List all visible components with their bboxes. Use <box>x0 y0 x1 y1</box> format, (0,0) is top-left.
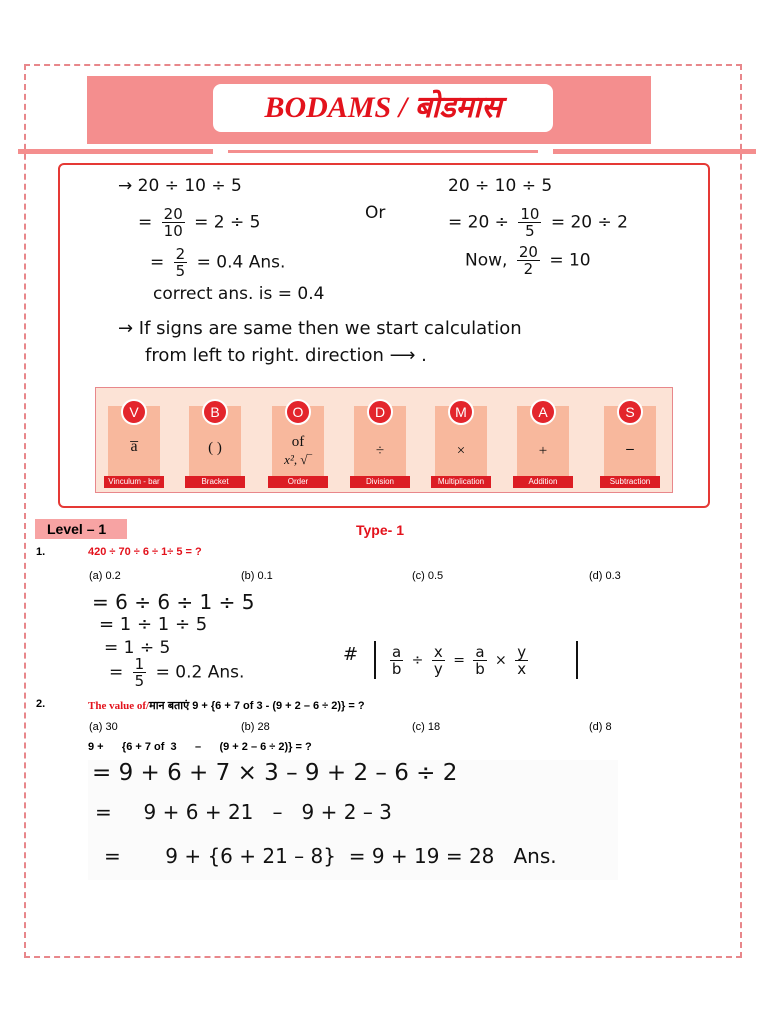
fraction-numerator: 20 <box>163 205 183 223</box>
bodmas-label-s: Subtraction <box>600 476 660 488</box>
fraction-20-10 <box>162 206 185 239</box>
alt-line-3-post: = 10 <box>549 250 591 271</box>
rule-line-1: → If signs are same then we start calculation <box>118 318 522 339</box>
note-fraction-a-b <box>390 644 403 677</box>
fraction-1-5 <box>133 656 147 689</box>
q2-work-line-3: = 9 + {6 + 21 – 8} = 9 + 19 = 28 Ans. <box>104 844 557 868</box>
or-label: Or <box>365 203 386 223</box>
question-1-number: 1. <box>36 546 46 558</box>
q1-work-line-4-post: = 0.2 Ans. <box>155 662 245 683</box>
q2-expression: 9 + {6 + 7 of 3 – (9 + 2 – 6 ÷ 2)} = ? <box>88 741 312 753</box>
example-line-2 <box>138 206 261 239</box>
q2-option-b: (b) 28 <box>241 721 270 733</box>
q1-option-a: (a) 0.2 <box>89 570 121 582</box>
bodmas-symbol-v: a̅ <box>130 438 138 455</box>
fraction-numerator: a <box>392 643 402 661</box>
level-tag: Level – 1 <box>35 519 127 539</box>
q1-work-line-2: = 1 ÷ 1 ÷ 5 <box>99 614 208 635</box>
bodmas-letter-m: M <box>448 399 474 425</box>
alt-line-2-post: = 20 ÷ 2 <box>550 212 628 233</box>
note-hash: # <box>343 644 359 665</box>
q1-option-b: (b) 0.1 <box>241 570 273 582</box>
fraction-denominator: 5 <box>525 222 535 240</box>
question-2-number: 2. <box>36 698 46 710</box>
q2-work-line-1: = 9 + 6 + 7 × 3 – 9 + 2 – 6 ÷ 2 <box>92 760 458 786</box>
question-2-text <box>88 698 365 713</box>
alt-line-1: 20 ÷ 10 ÷ 5 <box>448 176 553 196</box>
fraction-denominator: 5 <box>134 672 145 690</box>
note-fraction-a-b-2 <box>473 644 486 677</box>
fraction-numerator: x <box>433 643 443 661</box>
fraction-numerator: a <box>475 643 485 661</box>
q2-work-line-2: = 9 + 6 + 21 – 9 + 2 – 3 <box>95 800 392 824</box>
bodmas-letter-d: D <box>367 399 393 425</box>
bodmas-symbol-a: + <box>538 443 548 459</box>
question-1-text: 420 ÷ 70 ÷ 6 ÷ 1÷ 5 = ? <box>88 546 202 558</box>
bodmas-label-a: Addition <box>513 476 573 488</box>
fraction-2-5 <box>174 246 188 279</box>
fraction-numerator: 2 <box>175 245 186 263</box>
bodmas-letter-a: A <box>530 399 556 425</box>
type-label: Type- 1 <box>356 522 404 538</box>
fraction-numerator: 1 <box>134 655 145 673</box>
bodmas-symbol-o-power-root: x², √‾ <box>284 452 312 467</box>
example-line-1: → 20 ÷ 10 ÷ 5 <box>118 176 242 196</box>
fraction-20-2 <box>517 244 540 277</box>
rule-line-2: from left to right. direction ⟶ . <box>145 345 427 366</box>
example-line-3-post: = 0.4 Ans. <box>196 252 286 273</box>
alt-line-2 <box>448 206 628 239</box>
alt-line-3 <box>465 244 591 277</box>
q1-option-d: (d) 0.3 <box>589 570 621 582</box>
bodmas-symbol-d: ÷ <box>375 443 385 459</box>
example-line-3-pre: = <box>150 252 165 273</box>
fraction-denominator: 10 <box>163 222 183 240</box>
q2-option-c: (c) 18 <box>412 721 441 733</box>
note-expression <box>386 644 532 677</box>
bodmas-label-d: Division <box>350 476 410 488</box>
example-line-2-pre: = <box>138 212 153 233</box>
alt-line-2-pre: = 20 ÷ <box>448 212 509 233</box>
fraction-denominator: b <box>475 660 485 678</box>
note-times: × <box>495 652 507 669</box>
fraction-numerator: 20 <box>518 243 538 261</box>
fraction-denominator: 5 <box>175 262 186 280</box>
fraction-10-5 <box>518 206 541 239</box>
bodmas-label-m: Multiplication <box>431 476 491 488</box>
example-line-3 <box>150 246 285 279</box>
note-equals: = <box>453 652 465 669</box>
note-divide: ÷ <box>411 652 424 669</box>
bodmas-symbol-b: ( ) <box>208 440 222 456</box>
bodmas-symbol-s: – <box>626 441 634 457</box>
fraction-numerator: 10 <box>520 205 540 223</box>
example-line-4: correct ans. is = 0.4 <box>153 284 325 304</box>
note-fraction-y-x <box>515 644 528 677</box>
page-title: BODAMS / बोडमास <box>213 84 553 132</box>
fraction-denominator: y <box>433 660 443 678</box>
example-line-2-post: = 2 ÷ 5 <box>194 212 261 233</box>
bodmas-letter-v: V <box>121 399 147 425</box>
q1-work-line-3: = 1 ÷ 5 <box>104 638 171 658</box>
fraction-denominator: x <box>517 660 527 678</box>
q1-work-line-4-pre: = <box>109 662 124 683</box>
fraction-denominator: 2 <box>523 260 534 278</box>
q1-work-line-1: = 6 ÷ 6 ÷ 1 ÷ 5 <box>92 590 255 614</box>
bodmas-label-v: Vinculum - bar <box>104 476 164 488</box>
fraction-numerator: y <box>517 643 527 661</box>
bodmas-label-o: Order <box>268 476 328 488</box>
question-2-text-english: The value of/ <box>88 700 150 712</box>
question-2-text-hindi: मान बताएं 9 + {6 + 7 of 3 - (9 + 2 – 6 ÷ 2)} = ? <box>149 700 365 712</box>
q1-work-line-4 <box>109 656 244 689</box>
bodmas-letter-o: O <box>285 399 311 425</box>
fraction-denominator: b <box>391 660 402 678</box>
note-fraction-x-y <box>432 644 445 677</box>
bodmas-label-b: Bracket <box>185 476 245 488</box>
bodmas-letter-s: S <box>617 399 643 425</box>
title-underline-inner <box>228 150 538 153</box>
alt-line-3-pre: Now, <box>465 250 508 271</box>
bodmas-letter-b: B <box>202 399 228 425</box>
bodmas-symbol-m: × <box>456 443 466 459</box>
bodmas-symbol-o: of <box>291 434 305 450</box>
q2-option-a: (a) 30 <box>89 721 118 733</box>
q2-option-d: (d) 8 <box>589 721 612 733</box>
q1-option-c: (c) 0.5 <box>412 570 444 582</box>
